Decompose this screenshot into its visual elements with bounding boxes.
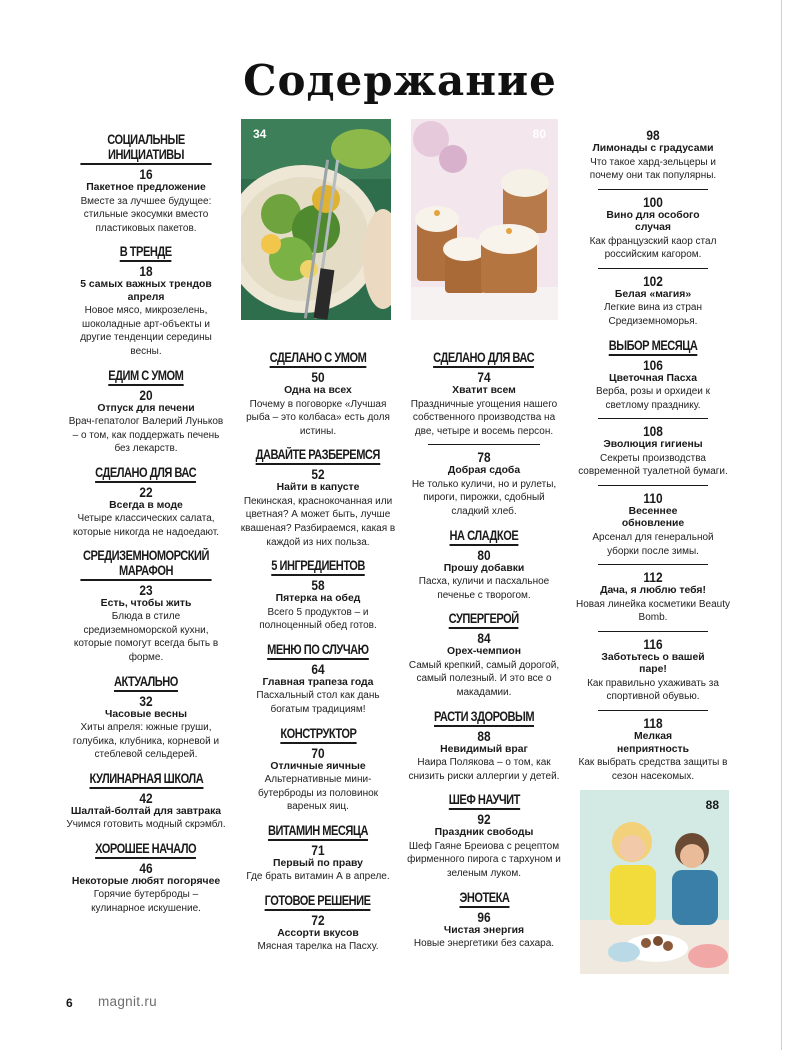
salad-photo: [241, 119, 391, 320]
entry-title: Ассорти вкусов: [277, 927, 359, 939]
entry-title: Чистая энергия: [443, 924, 525, 936]
entry-page-number: 70: [311, 744, 325, 761]
entry-title: Цветочная Пасха: [608, 372, 697, 384]
entry-page-number: 42: [139, 789, 153, 806]
page-title: Содержание: [243, 56, 557, 105]
entry-description: Горячие бутерброды – кулинарное искушение.: [91, 889, 201, 914]
entry-title: Прошу добавки: [443, 562, 525, 574]
section-heading: СДЕЛАНО С УМОМ: [270, 350, 367, 368]
entry-page-number: 106: [643, 356, 663, 373]
entry-description: Как выбрать средства защиты в сезон насекомых.: [578, 757, 728, 782]
toc-entry[interactable]: [411, 444, 557, 518]
toc-section: [406, 349, 562, 519]
toc-section: [406, 610, 562, 699]
entry-title: Вино для особого случая: [606, 209, 700, 234]
toc-entry[interactable]: [578, 418, 728, 479]
toc-section: [576, 337, 730, 784]
entry-description: Праздничные угощения нашего собственного производства на две, четыре и восемь персон.: [410, 398, 558, 437]
toc-entry[interactable]: [66, 791, 226, 832]
entry-page-number: 92: [477, 811, 491, 828]
entry-title: Шалтай-болтай для завтрака: [70, 805, 222, 817]
toc-entry[interactable]: [576, 358, 730, 413]
toc-column-3: [406, 349, 562, 959]
toc-entry[interactable]: [406, 631, 562, 699]
entry-description: Пекинская, краснокочанная или цветная? А может быть, лучше квашеная? Разбираемся, какая в каждой из них польза.: [240, 495, 396, 548]
page-edge-line: [781, 0, 782, 1050]
entry-description: Как французский каор стал российским кагором.: [589, 235, 717, 261]
entry-page-number: 32: [139, 692, 153, 709]
toc-section: [406, 889, 562, 951]
section-heading: АКТУАЛЬНО: [114, 674, 178, 692]
entry-description: Мясная тарелка на Пасху.: [257, 941, 379, 953]
entry-description: Наира Полякова – о том, как снизить риски аллергии у детей.: [408, 757, 560, 782]
entry-page-number: 98: [646, 127, 660, 143]
entry-page-number: 52: [311, 466, 325, 483]
photo-page-number: 88: [705, 798, 719, 812]
entry-page-number: 71: [311, 841, 325, 858]
entry-page-number: 108: [643, 423, 663, 440]
section-heading: ЭНОТЕКА: [459, 890, 509, 908]
entry-page-number: 46: [139, 859, 153, 876]
entry-description: Новые энергетики без сахара.: [413, 938, 555, 949]
entry-page-number: 80: [477, 546, 491, 563]
entry-title: Найти в капусте: [276, 482, 360, 494]
entry-page-number: 116: [643, 635, 663, 652]
entry-description: Шеф Гаяне Бреиова с рецептом фирменного пирога с тархуном и зеленым луком.: [407, 840, 561, 879]
entry-page-number: 50: [311, 369, 325, 385]
toc-entry[interactable]: [237, 843, 399, 884]
entry-title: Белая «магия»: [614, 288, 692, 300]
entry-title: Заботьтесь о вашей паре!: [601, 651, 705, 676]
toc-entry[interactable]: [237, 746, 399, 814]
toc-entry[interactable]: [589, 189, 717, 262]
toc-entry[interactable]: [592, 485, 714, 558]
toc-entry[interactable]: [237, 370, 399, 438]
entry-description: Альтернативные мини-бутерброды из половинок вареных яиц.: [257, 774, 379, 813]
toc-section: [406, 708, 562, 784]
entry-title: Отличные яичные: [270, 760, 366, 772]
toc-entry[interactable]: [598, 268, 708, 329]
entry-description: Вместе за лучшее будущее: стильные экосумки вместо пластиковых пакетов.: [80, 195, 212, 234]
toc-section: [66, 548, 226, 665]
toc-section: [237, 641, 399, 717]
entry-description: Почему в поговорке «Лучшая рыба – это колбаса» есть доля истины.: [246, 398, 390, 437]
entry-title: Некоторые любят погорячее: [71, 875, 221, 887]
toc-section: [66, 243, 226, 358]
entry-description: Секреты производства современной туалетной бумаги.: [578, 452, 728, 478]
toc-section: [66, 367, 226, 456]
toc-entry[interactable]: [66, 264, 226, 358]
section-heading: СДЕЛАНО ДЛЯ ВАС: [95, 465, 196, 483]
section-heading: ХОРОШЕЕ НАЧАЛО: [95, 841, 196, 859]
section-heading: СРЕДИЗЕМНОМОРСКИЙ МАРАФОН: [80, 548, 211, 581]
easter-cakes-photo: [411, 119, 558, 320]
toc-entry[interactable]: [587, 631, 719, 704]
entry-page-number: 84: [477, 630, 491, 647]
entry-title: Весеннее обновление: [621, 505, 685, 530]
entry-title: Праздник свободы: [434, 827, 534, 839]
toc-entry[interactable]: [406, 812, 562, 880]
entry-title: Первый по праву: [273, 857, 363, 869]
toc-entry[interactable]: [406, 370, 562, 438]
entry-page-number: 20: [139, 386, 153, 403]
entry-title: Пятерка на обед: [275, 593, 361, 605]
toc-entry[interactable]: [237, 913, 399, 954]
toc-section: [237, 557, 399, 633]
entry-title: Пакетное предложение: [86, 182, 206, 193]
entry-page-number: 102: [643, 272, 663, 289]
entry-description: Новое мясо, микрозелень, шоколадные арт-объекты и другие тенденции середины весны.: [80, 305, 212, 358]
toc-entry[interactable]: [66, 694, 226, 762]
entry-page-number: 110: [643, 489, 663, 506]
entry-title: Дача, я люблю тебя!: [600, 585, 706, 597]
section-heading: ДАВАЙТЕ РАЗБЕРЕМСЯ: [256, 447, 380, 465]
kids-cooking-photo: [580, 790, 729, 974]
section-heading: ЕДИМ С УМОМ: [108, 368, 183, 386]
toc-entry[interactable]: [66, 861, 226, 916]
toc-section: [406, 527, 562, 603]
toc-entry[interactable]: [406, 729, 562, 784]
section-heading: МЕНЮ ПО СЛУЧАЮ: [267, 642, 368, 660]
toc-section: [66, 132, 226, 235]
entry-page-number: 88: [477, 727, 491, 744]
section-heading: СОЦИАЛЬНЫЕ ИНИЦИАТИВЫ: [80, 132, 211, 165]
photo-page-number: 34: [253, 127, 267, 141]
toc-column-2: [237, 349, 399, 962]
footer-site-link[interactable]: magnit.ru: [98, 994, 157, 1009]
toc-entry[interactable]: [66, 167, 226, 235]
toc-entry[interactable]: [66, 583, 226, 665]
toc-entry[interactable]: [66, 388, 226, 456]
entry-page-number: 58: [311, 577, 325, 594]
entry-description: Четыре классических салата, которые никогда не надоедают.: [72, 513, 220, 539]
section-heading: ВЫБОР МЕСЯЦА: [609, 338, 698, 356]
entry-description: Блюда в стиле средиземноморской кухни, которые помогут всегда быть в форме.: [73, 611, 219, 663]
entry-page-number: 78: [477, 449, 491, 466]
toc-section: [237, 349, 399, 438]
photo-page-number: 80: [532, 127, 546, 141]
toc-section: [237, 725, 399, 814]
entry-title: Отпуск для печени: [97, 402, 195, 414]
entry-title: Есть, чтобы жить: [100, 597, 192, 609]
toc-column-1: [66, 132, 226, 924]
toc-entry[interactable]: [406, 910, 562, 951]
section-heading: ВИТАМИН МЕСЯЦА: [268, 823, 368, 841]
entry-description: Где брать витамин А в апреле.: [246, 871, 390, 883]
entry-title: Орех-чемпион: [447, 646, 521, 658]
entry-description: Верба, розы и орхидеи к светлому празднику.: [595, 386, 711, 411]
section-heading: ГОТОВОЕ РЕШЕНИЕ: [265, 893, 371, 911]
entry-title: Одна на всех: [284, 385, 352, 396]
toc-section: [406, 791, 562, 880]
toc-section: [237, 446, 399, 549]
entry-title: Главная трапеза года: [262, 676, 374, 688]
entry-description: Не только куличи, но и рулеты, пироги, пирожки, сдобный сладкий хлеб.: [411, 478, 557, 517]
entry-description: Арсенал для генеральной уборки после зимы.: [592, 531, 714, 557]
toc-entry[interactable]: [406, 548, 562, 603]
entry-page-number: 23: [139, 581, 153, 598]
entry-page-number: 118: [643, 715, 663, 731]
toc-column-4: [576, 126, 730, 791]
section-heading: 5 ИНГРЕДИЕНТОВ: [271, 558, 365, 576]
entry-title: 5 самых важных трендов апреля: [80, 279, 212, 303]
section-heading: КУЛИНАРНАЯ ШКОЛА: [89, 771, 203, 789]
footer-page-number: 6: [66, 996, 73, 1010]
toc-section: [237, 822, 399, 884]
toc-section: [66, 840, 226, 916]
entry-title: Эволюция гигиены: [603, 439, 703, 451]
toc-entry[interactable]: [576, 128, 730, 183]
toc-entry[interactable]: [578, 710, 728, 783]
entry-title: Хватит всем: [452, 385, 516, 396]
entry-page-number: 74: [477, 369, 491, 385]
entry-title: Лимонады с градусами: [592, 143, 714, 154]
toc-section: [576, 128, 730, 329]
entry-description: Самый крепкий, самый дорогой, самый полезный. И это все о макадамии.: [408, 659, 560, 698]
entry-description: Легкие вина из стран Средиземноморья.: [603, 302, 702, 327]
section-heading: РАСТИ ЗДОРОВЫМ: [434, 709, 534, 727]
entry-description: Что такое хард-зельцеры и почему они так популярны.: [589, 156, 717, 182]
entry-title: Всегда в моде: [109, 499, 183, 511]
entry-page-number: 72: [311, 911, 325, 928]
entry-page-number: 100: [643, 193, 663, 210]
entry-page-number: 96: [477, 908, 491, 925]
entry-description: Хиты апреля: южные груши, голубика, клубника, корневой и стеблевой сельдерей.: [72, 722, 220, 761]
toc-entry[interactable]: [237, 662, 399, 717]
section-heading: ШЕФ НАУЧИТ: [448, 792, 519, 810]
entry-page-number: 22: [139, 483, 153, 500]
toc-entry[interactable]: [237, 467, 399, 549]
entry-description: Как правильно ухаживать за спортивной обувью.: [587, 677, 719, 703]
entry-description: Врач-гепатолог Валерий Луньков – о том, как поддержать печень без лекарств.: [68, 416, 224, 455]
section-heading: В ТРЕНДЕ: [120, 244, 172, 262]
entry-page-number: 64: [311, 660, 325, 677]
section-heading: КОНСТРУКТОР: [280, 726, 356, 744]
entry-page-number: 18: [139, 263, 153, 280]
toc-entry[interactable]: [66, 485, 226, 540]
entry-page-number: 16: [139, 166, 153, 182]
toc-section: [66, 673, 226, 762]
toc-section: [237, 892, 399, 954]
entry-title: Невидимый враг: [440, 743, 528, 755]
section-heading: СУПЕРГЕРОЙ: [449, 611, 519, 629]
entry-page-number: 112: [643, 569, 663, 586]
entry-description: Пасхальный стол как дань богатым традициям!: [256, 690, 380, 715]
entry-description: Пасха, куличи и пасхальное печенье с творогом.: [418, 576, 550, 601]
entry-description: Всего 5 продуктов – и полноценный обед готов.: [259, 606, 377, 632]
toc-entry[interactable]: [576, 564, 730, 625]
section-heading: НА СЛАДКОЕ: [450, 528, 519, 546]
entry-title: Мелкая неприятность: [617, 731, 689, 755]
entry-title: Добрая сдоба: [447, 465, 521, 477]
toc-entry[interactable]: [237, 578, 399, 633]
section-heading: СДЕЛАНО ДЛЯ ВАС: [433, 350, 534, 368]
toc-section: [66, 464, 226, 540]
entry-title: Часовые весны: [105, 708, 187, 720]
toc-section: [66, 770, 226, 832]
entry-description: Новая линейка косметики Beauty Bomb.: [576, 598, 730, 624]
entry-description: Учимся готовить модный скрэмбл.: [66, 819, 226, 831]
